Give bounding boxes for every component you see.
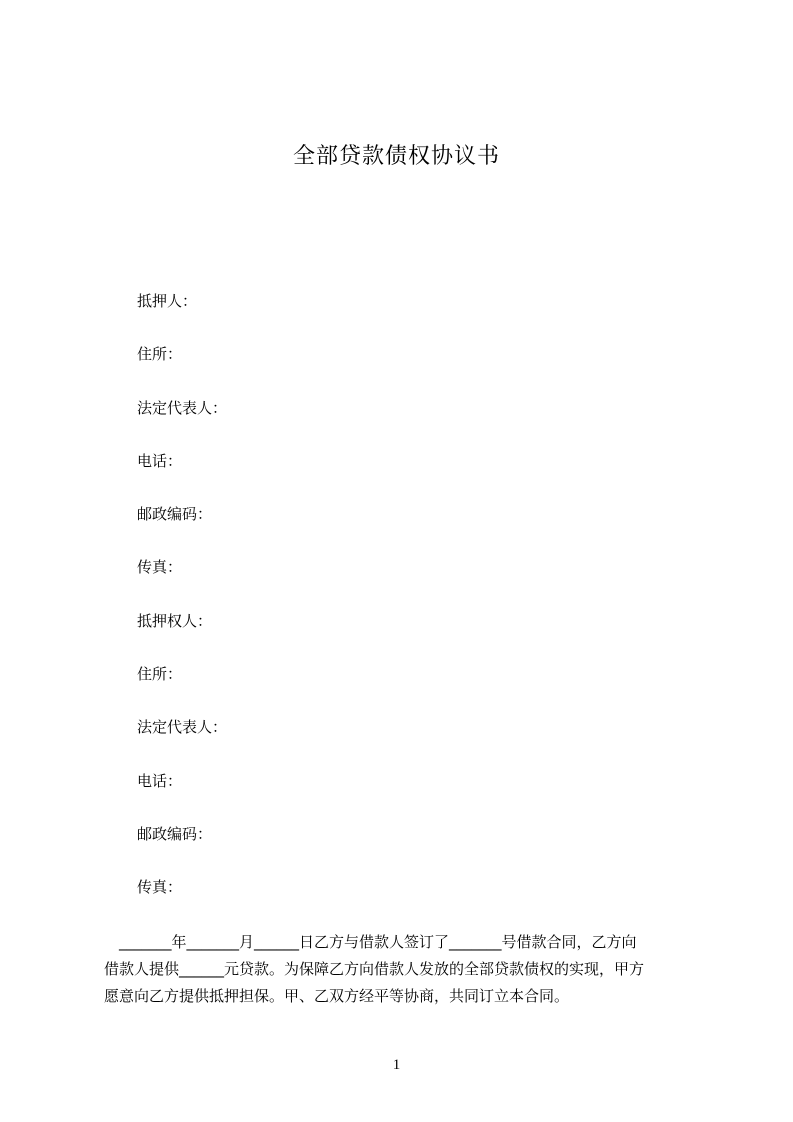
party-fields [137, 290, 227, 930]
field-mortgagor: 抵押人： [137, 292, 198, 310]
field-mortgagee-postcode: 邮政编码： [137, 824, 213, 843]
field-mortgagor-postcode: 邮政编码： [137, 505, 213, 524]
field-mortgagee-fax: 传真： [137, 878, 183, 897]
field-mortgagee-phone: 电话： [137, 771, 183, 790]
field-mortgagee-legal-rep: 法定代表人： [137, 718, 228, 737]
field-mortgagee-address: 住所： [137, 665, 183, 684]
agreement-paragraph [104, 929, 704, 1010]
field-mortgagor-legal-rep: 法定代表人： [137, 398, 228, 417]
field-mortgagee: 抵押权人： [137, 611, 213, 630]
field-mortgagor-phone: 电话： [137, 451, 183, 470]
paragraph-line: 借款人提供______元贷款。为保障乙方向借款人发放的全部贷款债权的实现，甲方 [104, 960, 645, 978]
page-number: 1 [392, 1057, 401, 1073]
field-mortgagor-fax: 传真： [137, 558, 183, 577]
field-mortgagor-address: 住所： [137, 345, 183, 364]
document-title: 全部贷款债权协议书 [292, 144, 500, 169]
paragraph-line: _______年_______月______日乙方与借款人签订了_______号借款合同，乙方向 [104, 933, 637, 951]
paragraph-line: 愿意向乙方提供抵押担保。甲、乙双方经平等协商，共同订立本合同。 [104, 987, 570, 1005]
